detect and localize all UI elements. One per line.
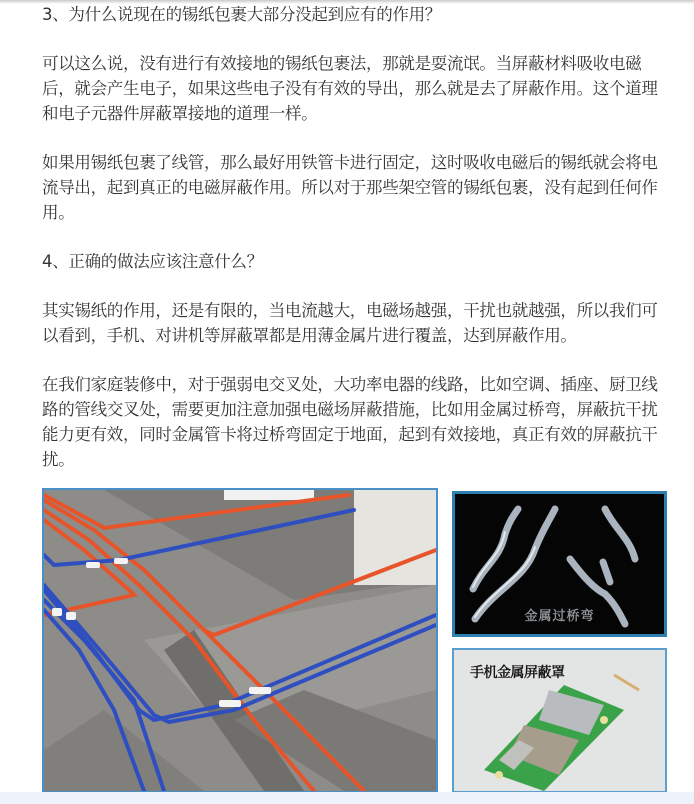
paragraph: 其实锡纸的作用，还是有限的，当电流越大，电磁场越强，干扰也就越强，所以我们可以看到，手机、对讲机等屏蔽罩都是用薄金属片进行覆盖，达到屏蔽作用。 xyxy=(42,301,658,345)
metal-bridge-bend-photo xyxy=(452,491,667,637)
article-body xyxy=(42,2,672,496)
article-figure xyxy=(42,488,667,793)
wiring-photo xyxy=(42,488,438,793)
paragraph: 可以这么说，没有进行有效接地的锡纸包裹法，那就是耍流氓。当屏蔽材料吸收电磁后，就会产生电子，如果这些电子没有有效的导出，那么就是去了屏蔽作用。这个道理和电子元器件屏蔽罩接地的道理一样。 xyxy=(42,54,658,123)
section-heading-3: 3、为什么说现在的锡纸包裹大部分没起到应有的作用？ xyxy=(42,5,441,24)
phone-shield-photo xyxy=(452,648,667,793)
section-heading-4: 4、正确的做法应该注意什么？ xyxy=(42,252,263,271)
bends-caption: 金属过桥弯 xyxy=(524,609,595,624)
paragraph: 如果用锡纸包裹了线管，那么最好用铁管卡进行固定，这时吸收电磁后的锡纸就会将电流导出，起到真正的电磁屏蔽作用。所以对于那些架空管的锡纸包裹，没有起到任何作用。 xyxy=(42,153,658,222)
shield-caption: 手机金属屏蔽罩 xyxy=(470,665,565,681)
paragraph: 在我们家庭装修中，对于强弱电交叉处，大功率电器的线路，比如空调、插座、厨卫线路的管线交叉处，需要更加注意加强电磁场屏蔽措施，比如用金属过桥弯，屏蔽抗干扰能力更有效，同时金属管卡将过桥弯固定于地面，起到有效接地，真正有效的屏蔽抗干扰。 xyxy=(42,375,658,469)
wiring-illustration xyxy=(44,490,436,791)
bottom-band xyxy=(0,792,694,804)
